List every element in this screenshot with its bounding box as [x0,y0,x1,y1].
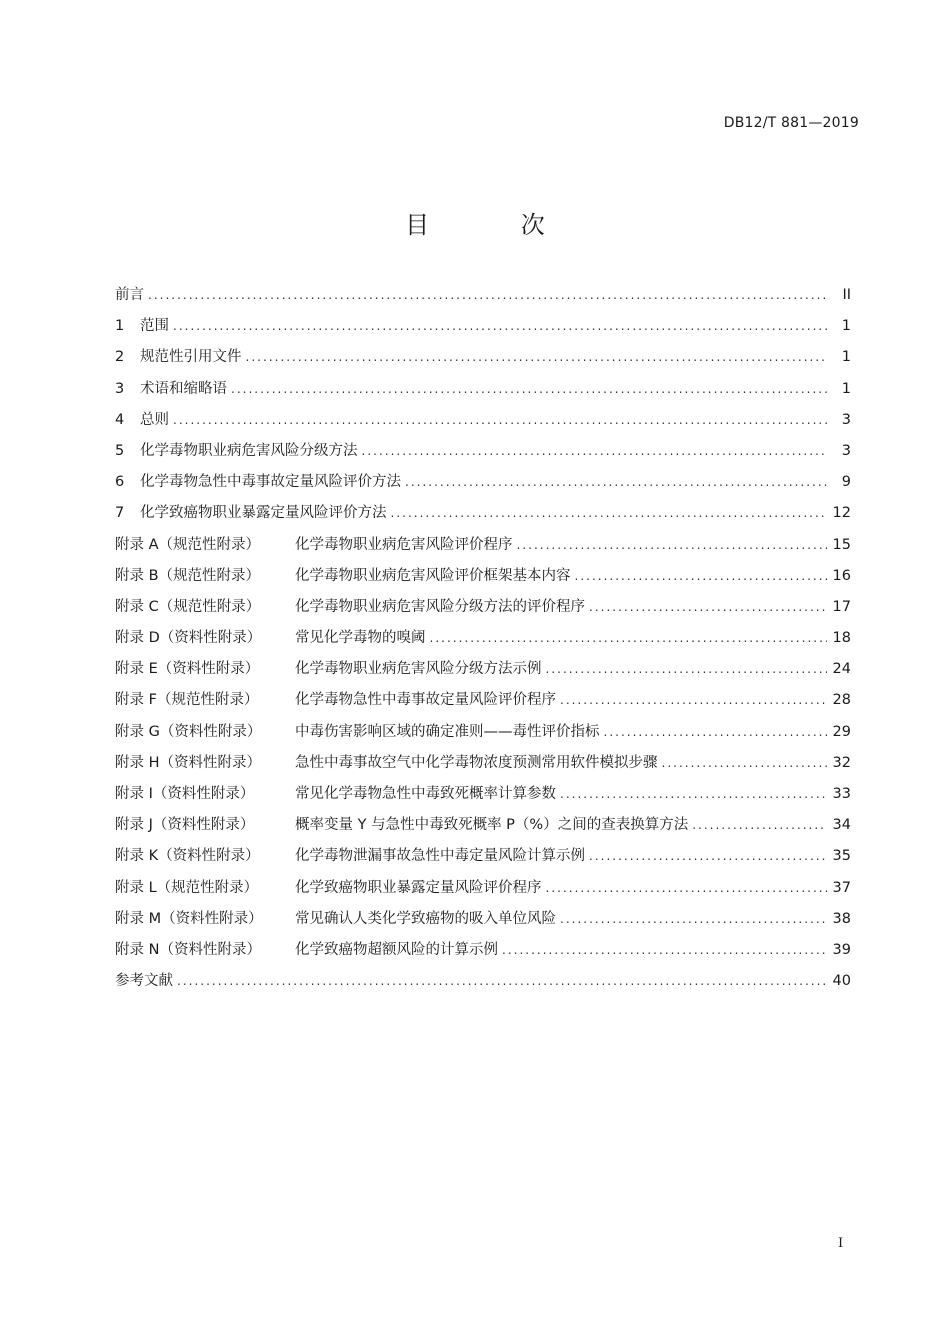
toc-entry-appendix[interactable] [115,844,851,875]
appendix-prefix: 附录 D（资料性附录） [115,630,262,647]
toc-entry-appendix[interactable] [115,626,851,657]
toc-entry-label: 规范性引用文件 [140,349,242,366]
toc-entry-number: 1 [115,318,125,335]
toc-entry-label: 化学毒物职业病危害风险评价框架基本内容 [295,567,571,584]
toc-entry[interactable] [115,283,851,314]
toc-entry-appendix[interactable] [115,657,851,688]
toc-entry-appendix[interactable] [115,564,851,595]
toc-entry-page: 33 [832,786,851,802]
dot-leader [575,569,827,583]
appendix-prefix: 附录 M（资料性附录） [115,910,263,927]
appendix-prefix: 附录 A（规范性附录） [115,536,261,553]
toc-entry-appendix[interactable] [115,813,851,844]
dot-leader [391,506,827,520]
dot-leader [560,912,827,926]
toc-entry-page: 15 [832,536,851,553]
toc-entry-page: 32 [832,754,851,771]
toc-entry-number: 6 [115,474,125,491]
toc-entry-number: 2 [115,349,125,366]
toc-entry[interactable] [115,439,851,470]
toc-entry-label: 中毒伤害影响区域的确定准则——毒性评价指标 [295,723,600,740]
toc-entry-label: 急性中毒事故空气中化学毒物浓度预测常用软件模拟步骤 [295,754,658,771]
dot-leader [662,756,827,770]
toc-entry-label: 化学毒物急性中毒事故定量风险评价方法 [140,474,401,491]
appendix-prefix: 附录 L（规范性附录） [115,879,259,896]
toc-entry-label: 常见化学毒物急性中毒致死概率计算参数 [295,786,556,802]
toc-entry-page: 3 [841,411,851,428]
toc-entry-appendix[interactable] [115,688,851,719]
toc-entry[interactable] [115,314,851,345]
toc-entry[interactable] [115,377,851,408]
toc-entry-appendix[interactable] [115,782,851,813]
toc-entry-label: 化学毒物职业病危害风险分级方法的评价程序 [295,598,585,615]
toc-entry-page: II [842,287,851,303]
toc-entry-label: 常见确认人类化学致癌物的吸入单位风险 [295,910,556,927]
toc-entry-page: 18 [832,630,851,647]
toc-entry-label: 常见化学毒物的嗅阈 [295,630,426,647]
toc-entry-page: 38 [832,910,851,927]
dot-leader [148,288,827,302]
toc-entry-appendix[interactable] [115,533,851,564]
toc-entry-page: 35 [832,848,851,865]
toc-entry[interactable] [115,470,851,501]
appendix-prefix: 附录 F（规范性附录） [115,692,259,709]
toc-entry-label: 化学毒物职业病危害风险分级方法 [140,442,358,459]
toc-entry[interactable] [115,345,851,376]
dot-leader [517,538,827,552]
toc-entry-page: 24 [832,661,851,678]
toc-entry-label: 化学致癌物职业暴露定量风险评价方法 [140,505,387,522]
toc-entry-page: 1 [841,349,851,366]
toc-entry-page: 17 [832,598,851,615]
toc-entry-appendix[interactable] [115,595,851,626]
toc-entry-page: 3 [841,442,851,459]
toc-entry-label: 化学毒物急性中毒事故定量风险评价程序 [295,692,556,709]
toc-entry-label: 化学毒物职业病危害风险评价程序 [295,536,513,553]
toc-entry-page: 12 [832,505,851,522]
appendix-prefix: 附录 C（规范性附录） [115,598,261,615]
dot-leader [177,974,827,988]
toc-entry-page: 40 [832,973,851,990]
toc-entry-label: 化学毒物职业病危害风险分级方法示例 [295,661,542,678]
toc-entry-page: 9 [841,474,851,491]
toc-entry-page: 1 [841,318,851,335]
dot-leader [405,475,827,489]
table-of-contents [115,283,851,1000]
dot-leader [173,413,827,427]
toc-entry-appendix[interactable] [115,720,851,751]
toc-entry-number: 4 [115,411,125,428]
dot-leader [560,693,827,707]
dot-leader [430,631,827,645]
toc-entry-label: 化学毒物泄漏事故急性中毒定量风险计算示例 [295,848,585,865]
dot-leader [560,787,827,801]
dot-leader [546,881,827,895]
toc-entry-label: 化学致癌物超额风险的计算示例 [295,941,498,958]
appendix-prefix: 附录 I（资料性附录） [115,786,255,802]
toc-entry-appendix[interactable] [115,876,851,907]
appendix-prefix: 附录 N（资料性附录） [115,941,261,958]
toc-entry-page: 37 [832,879,851,896]
toc-entry-page: 16 [832,567,851,584]
toc-entry-appendix[interactable] [115,751,851,782]
dot-leader [246,350,828,364]
toc-entry-page: 1 [841,380,851,397]
toc-entry-label: 术语和缩略语 [140,380,227,397]
toc-entry-label: 总则 [140,411,169,428]
dot-leader [502,943,827,957]
toc-entry-page: 39 [832,941,851,958]
toc-entry-page: 28 [832,692,851,709]
appendix-prefix: 附录 J（资料性附录） [115,817,255,834]
dot-leader [692,818,826,832]
dot-leader [173,319,827,333]
toc-entry-appendix[interactable] [115,938,851,969]
appendix-prefix: 附录 H（资料性附录） [115,754,262,771]
toc-entry-page: 34 [832,817,851,834]
document-code: DB12/T 881—2019 [723,115,859,131]
toc-entry-number: 5 [115,442,125,459]
toc-entry[interactable] [115,408,851,439]
toc-entry-number: 7 [115,505,125,522]
toc-entry-label: 概率变量 Y 与急性中毒致死概率 P（%）之间的查表换算方法 [295,817,689,834]
toc-entry-label: 化学致癌物职业暴露定量风险评价程序 [295,879,542,896]
appendix-prefix: 附录 G（资料性附录） [115,723,262,740]
toc-entry-number: 3 [115,380,125,397]
dot-leader [604,725,827,739]
dot-leader [231,382,827,396]
toc-entry-page: 29 [832,723,851,740]
toc-entry[interactable] [115,969,851,1000]
toc-entry-label: 前言 [115,287,144,303]
toc-entry-label: 参考文献 [115,973,173,990]
dot-leader [589,849,827,863]
dot-leader [546,662,827,676]
appendix-prefix: 附录 K（资料性附录） [115,848,260,865]
appendix-prefix: 附录 B（规范性附录） [115,567,261,584]
toc-entry[interactable] [115,501,851,532]
dot-leader [362,444,828,458]
toc-entry-label: 范围 [140,318,169,335]
page-number: I [838,1236,844,1251]
page-title: 目 次 [405,211,587,239]
appendix-prefix: 附录 E（资料性附录） [115,661,260,678]
dot-leader [589,600,827,614]
toc-entry-appendix[interactable] [115,907,851,938]
